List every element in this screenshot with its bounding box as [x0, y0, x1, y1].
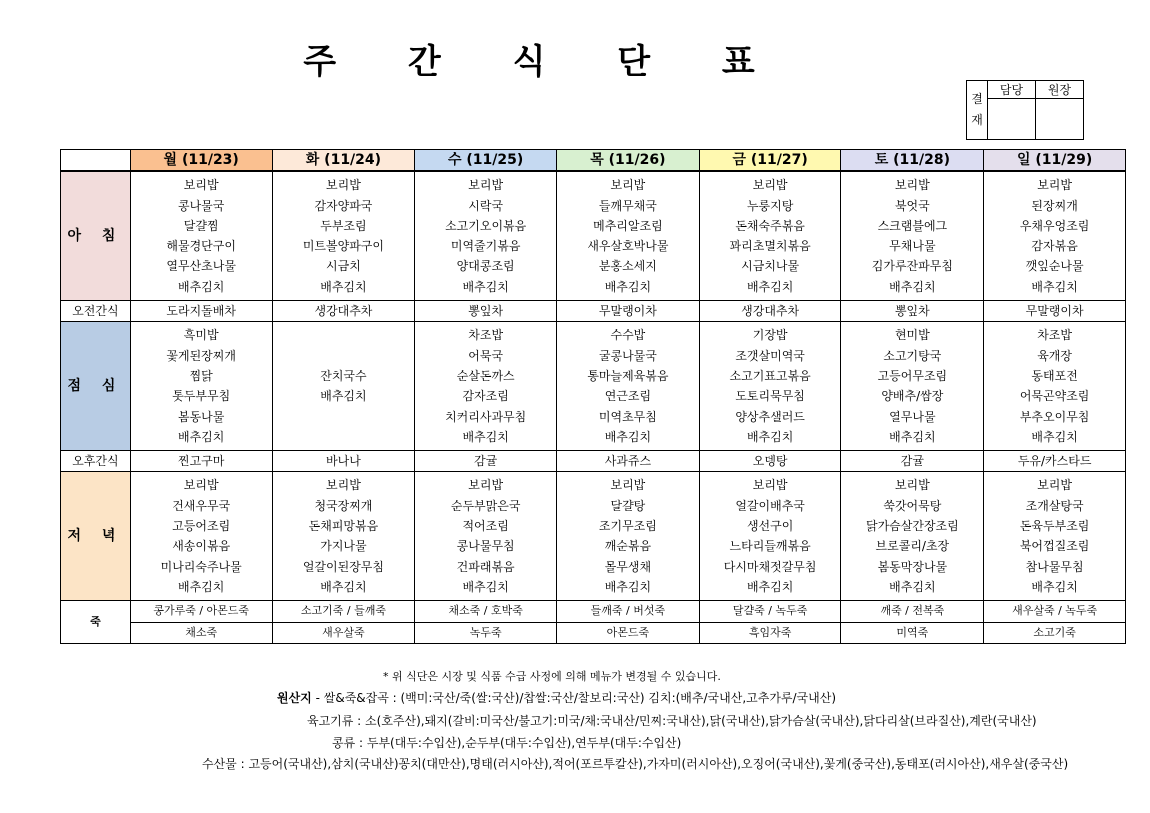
- breakfast-item: 새우살호박나물: [587, 239, 669, 254]
- dinner-label: 저 녁: [61, 472, 131, 601]
- breakfast-item: 김가루잔파무침: [871, 259, 953, 274]
- am-snack-cell: 생강대추차: [272, 301, 415, 322]
- breakfast-item: 시금치나물: [741, 259, 800, 274]
- am-snack-cell: 무말랭이차: [984, 301, 1126, 322]
- porridge-top-cell: 소고기죽 / 들깨죽: [272, 601, 415, 622]
- porridge-top-cell: 새우살죽 / 녹두죽: [984, 601, 1126, 622]
- breakfast-cell: [415, 171, 557, 300]
- dinner-item: 적어조림: [462, 519, 509, 534]
- origin-seafood-line: 수산물 : 고등어(국내산),삼치(국내산)꽁치(대만산),명태(러시아산),적어(포르투칼산),가자미(러시아산),오징어(국내산),꽃게(중국산),동태포(러시아산),새우살(중국산): [202, 757, 1069, 771]
- breakfast-item: 보리밥: [183, 178, 219, 193]
- dinner-item: 보리밥: [1037, 478, 1072, 493]
- origin-label: 원산지: [277, 691, 312, 705]
- dinner-item: 건새우무국: [172, 498, 231, 513]
- lunch-item: 양배추/쌈장: [881, 389, 944, 404]
- lunch-cell: [841, 322, 984, 451]
- lunch-item: 배추김치: [746, 429, 794, 444]
- breakfast-item: 보리밥: [468, 178, 504, 193]
- lunch-item: 순살돈까스: [456, 368, 515, 383]
- am-snack-row: [61, 301, 1126, 322]
- approval-col-staff: 담당: [988, 81, 1036, 99]
- lunch-row: [61, 322, 1126, 451]
- dinner-item: 참나물무침: [1025, 559, 1084, 574]
- breakfast-item: 누룽지탕: [746, 198, 794, 213]
- breakfast-cell: [272, 171, 415, 300]
- lunch-cell: [984, 322, 1126, 451]
- lunch-item: 굴콩나물국: [598, 348, 657, 363]
- porridge-row-bottom: [61, 622, 1126, 643]
- breakfast-item: 된장찌개: [1031, 198, 1078, 213]
- breakfast-item: 보리밥: [752, 178, 788, 193]
- lunch-item: 통마늘제육볶음: [587, 368, 669, 383]
- dinner-item: 보리밥: [326, 478, 361, 493]
- origin-rice-line: [277, 689, 836, 706]
- dinner-item: 보리밥: [894, 478, 930, 493]
- breakfast-cell: [130, 171, 272, 300]
- dinner-item: 얼갈이된장무침: [302, 559, 384, 574]
- breakfast-item: 배추김치: [604, 279, 652, 294]
- dinner-item: 닭가슴살간장조림: [865, 519, 959, 534]
- dinner-item: 건파래볶음: [456, 559, 515, 574]
- breakfast-item: 북엇국: [894, 198, 930, 213]
- breakfast-item: 무채나물: [889, 239, 936, 254]
- lunch-cell: [699, 322, 841, 451]
- origin-beans-line: 콩류 : 두부(대두:수입산),순두부(대두:수입산),연두부(대두:수입산): [332, 736, 682, 750]
- pm-snack-cell: 사과쥬스: [557, 451, 700, 472]
- page-title: 주 간 식 단 표: [303, 42, 785, 82]
- dinner-item: 깨순볶음: [604, 539, 652, 554]
- corner-cell: [61, 150, 131, 172]
- day-header: 화 (11/24): [272, 150, 415, 172]
- lunch-item: 흑미밥: [183, 328, 219, 343]
- dinner-item: 돈채피망볶음: [308, 519, 379, 534]
- am-snack-cell: 뽕잎차: [841, 301, 984, 322]
- dinner-item: 얼갈이배추국: [735, 498, 805, 513]
- lunch-item: 열무나물: [889, 409, 936, 424]
- lunch-item: 양상추샐러드: [735, 409, 805, 424]
- day-header: 토 (11/28): [841, 150, 984, 172]
- dinner-cell: [415, 472, 557, 601]
- lunch-item: 도토리묵무침: [735, 389, 805, 404]
- porridge-label: 죽: [61, 601, 131, 644]
- lunch-item: 꽃게된장찌개: [166, 348, 236, 363]
- breakfast-row: [61, 171, 1126, 300]
- porridge-bottom-cell: 미역죽: [841, 622, 984, 643]
- lunch-item: 현미밥: [894, 328, 930, 343]
- dinner-item: 순두부맑은국: [450, 498, 521, 513]
- day-header: 일 (11/29): [984, 150, 1126, 172]
- pm-snack-cell: 감귤: [415, 451, 557, 472]
- lunch-cell: [415, 322, 557, 451]
- lunch-item: 배추김치: [604, 429, 652, 444]
- dinner-cell: [130, 472, 272, 601]
- breakfast-item: 배추김치: [178, 279, 225, 294]
- breakfast-item: 해물경단구이: [166, 239, 236, 254]
- dinner-item: 배추김치: [889, 579, 936, 594]
- breakfast-item: 양대콩조림: [456, 259, 515, 274]
- porridge-bottom-cell: 흑임자죽: [699, 622, 841, 643]
- lunch-item: 톳두부무침: [172, 389, 231, 404]
- lunch-item: 고등어무조림: [877, 368, 948, 383]
- am-snack-cell: 생강대추차: [699, 301, 841, 322]
- dinner-item: 몰무생채: [604, 559, 652, 574]
- pm-snack-cell: 감귤: [841, 451, 984, 472]
- lunch-item: 동태포전: [1031, 368, 1078, 383]
- breakfast-item: 배추김치: [462, 279, 509, 294]
- dinner-item: 가지나물: [320, 539, 367, 554]
- lunch-item: 어묵곤약조림: [1019, 389, 1090, 404]
- approval-box: [966, 80, 1084, 140]
- am-snack-cell: 뽕잎차: [415, 301, 557, 322]
- breakfast-item: 스크램블에그: [877, 218, 948, 233]
- dinner-item: 생선구이: [746, 519, 794, 534]
- breakfast-cell: [557, 171, 700, 300]
- dinner-cell: [699, 472, 841, 601]
- lunch-item: 찜닭: [189, 368, 213, 383]
- lunch-item: 잔치국수: [320, 368, 367, 383]
- breakfast-item: 보리밥: [326, 178, 361, 193]
- breakfast-item: 꽈리초멸치볶음: [729, 239, 811, 254]
- dinner-item: 청국장찌개: [314, 498, 373, 513]
- dinner-item: 콩나물무침: [456, 539, 515, 554]
- breakfast-item: 감자양파국: [314, 198, 373, 213]
- lunch-item: 어묵국: [468, 348, 504, 363]
- dinner-item: 배추김치: [178, 579, 225, 594]
- lunch-cell: [130, 322, 272, 451]
- dinner-item: 보리밥: [610, 478, 646, 493]
- am-snack-label: 오전간식: [61, 301, 131, 322]
- lunch-item: 배추김치: [178, 429, 225, 444]
- approval-sign-staff: [988, 99, 1036, 140]
- porridge-bottom-cell: 채소죽: [130, 622, 272, 643]
- day-header: 목 (11/26): [557, 150, 700, 172]
- lunch-item: 육개장: [1037, 348, 1072, 363]
- dinner-item: 배추김치: [462, 579, 509, 594]
- origin-rice-text: - 쌀&죽&잡곡 : (백미:국산/죽(쌀:국산)/찹쌀:국산/찰보리:국산) 김치:(배추/국내산,고추가루/국내산): [311, 691, 836, 705]
- lunch-item: 배추김치: [462, 429, 509, 444]
- breakfast-item: 두부조림: [320, 218, 367, 233]
- dinner-item: 북어껍질조림: [1019, 539, 1090, 554]
- dinner-item: 보리밥: [468, 478, 504, 493]
- breakfast-item: 보리밥: [1037, 178, 1072, 193]
- pm-snack-cell: 오뎅탕: [699, 451, 841, 472]
- pm-snack-label: 오후간식: [61, 451, 131, 472]
- breakfast-item: 시금치: [326, 259, 361, 274]
- weekly-menu-table: [60, 149, 1126, 644]
- porridge-top-cell: 깨죽 / 전복죽: [841, 601, 984, 622]
- dinner-item: 배추김치: [320, 579, 367, 594]
- lunch-item: 연근조림: [604, 389, 652, 404]
- dinner-item: 달걀탕: [610, 498, 646, 513]
- lunch-item: 감자조림: [462, 389, 509, 404]
- lunch-item: 조갯살미역국: [735, 348, 805, 363]
- porridge-bottom-cell: 녹두죽: [415, 622, 557, 643]
- porridge-top-cell: 들깨죽 / 버섯죽: [557, 601, 700, 622]
- breakfast-item: 분홍소세지: [598, 259, 657, 274]
- approval-col-director: 원장: [1036, 81, 1084, 99]
- lunch-item: 수수밥: [610, 328, 646, 343]
- approval-label: 결 재: [967, 81, 988, 140]
- dinner-item: 보리밥: [752, 478, 788, 493]
- dinner-item: 다시마채젓갈무침: [723, 559, 817, 574]
- approval-sign-director: [1036, 99, 1084, 140]
- notice-text: * 위 식단은 시장 및 식품 수급 사정에 의해 메뉴가 변경될 수 있습니다.: [383, 670, 721, 683]
- breakfast-item: 달걀찜: [183, 218, 219, 233]
- lunch-item: [273, 407, 415, 427]
- dinner-item: 조개살탕국: [1025, 498, 1084, 513]
- breakfast-item: 돈채숙주볶음: [735, 218, 805, 233]
- lunch-item: 소고기탕국: [883, 348, 942, 363]
- breakfast-cell: [841, 171, 984, 300]
- am-snack-cell: 도라지돌배차: [130, 301, 272, 322]
- pm-snack-cell: 바나나: [272, 451, 415, 472]
- breakfast-item: 깻잎순나물: [1025, 259, 1084, 274]
- dinner-cell: [272, 472, 415, 601]
- breakfast-item: 소고기오이볶음: [445, 218, 527, 233]
- dinner-item: 보리밥: [183, 478, 219, 493]
- porridge-bottom-cell: 새우살죽: [272, 622, 415, 643]
- porridge-bottom-cell: 아몬드죽: [557, 622, 700, 643]
- breakfast-item: 들깨무채국: [598, 198, 657, 213]
- breakfast-label: 아 침: [61, 171, 131, 300]
- lunch-item: 차조밥: [1037, 328, 1072, 343]
- dinner-item: 배추김치: [604, 579, 652, 594]
- breakfast-item: 배추김치: [746, 279, 794, 294]
- breakfast-item: 배추김치: [1031, 279, 1078, 294]
- lunch-item: 치커리사과무침: [445, 409, 527, 424]
- dinner-item: 배추김치: [746, 579, 794, 594]
- breakfast-item: 시락국: [468, 198, 504, 213]
- lunch-item: [273, 427, 415, 447]
- dinner-item: 새송이볶음: [172, 539, 231, 554]
- porridge-top-cell: 콩가루죽 / 아몬드죽: [130, 601, 272, 622]
- porridge-row-top: [61, 601, 1126, 622]
- lunch-item: 부추오이무침: [1019, 409, 1090, 424]
- breakfast-cell: [699, 171, 841, 300]
- breakfast-item: 콩나물국: [178, 198, 225, 213]
- lunch-item: 차조밥: [468, 328, 504, 343]
- lunch-item: 배추김치: [1031, 429, 1078, 444]
- dinner-item: 고등어조림: [172, 519, 231, 534]
- day-header: 수 (11/25): [415, 150, 557, 172]
- breakfast-item: 배추김치: [889, 279, 936, 294]
- lunch-item: [273, 325, 415, 345]
- breakfast-item: 보리밥: [894, 178, 930, 193]
- breakfast-item: 우채우엉조림: [1019, 218, 1090, 233]
- lunch-item: 배추김치: [320, 389, 367, 404]
- dinner-row: [61, 472, 1126, 601]
- pm-snack-cell: 찐고구마: [130, 451, 272, 472]
- dinner-item: 조기무조림: [598, 519, 657, 534]
- porridge-top-cell: 채소죽 / 호박죽: [415, 601, 557, 622]
- dinner-cell: [841, 472, 984, 601]
- lunch-item: 배추김치: [889, 429, 936, 444]
- lunch-item: [273, 346, 415, 366]
- am-snack-cell: 무말랭이차: [557, 301, 700, 322]
- dinner-item: 쑥갓어묵탕: [883, 498, 942, 513]
- breakfast-item: 보리밥: [610, 178, 646, 193]
- breakfast-item: 메추리알조림: [593, 218, 663, 233]
- dinner-item: 배추김치: [1031, 579, 1078, 594]
- dinner-item: 봄동막장나물: [877, 559, 948, 574]
- lunch-cell: [557, 322, 700, 451]
- breakfast-cell: [984, 171, 1126, 300]
- lunch-item: 미역초무침: [598, 409, 657, 424]
- day-header-row: [61, 150, 1126, 172]
- porridge-bottom-cell: 소고기죽: [984, 622, 1126, 643]
- dinner-cell: [557, 472, 700, 601]
- dinner-cell: [984, 472, 1126, 601]
- lunch-item: 기장밥: [752, 328, 788, 343]
- day-header: 월 (11/23): [130, 150, 272, 172]
- breakfast-item: 감자볶음: [1031, 239, 1078, 254]
- origin-meat-line: 육고기류 : 소(호주산),돼지(갈비:미국산/불고기:미국/채:국내산/민찌:국내산),닭(국내산),닭가슴살(국내산),닭다리살(브라질산),계란(국내산): [307, 714, 1037, 728]
- lunch-item: 소고기표고볶음: [729, 368, 811, 383]
- lunch-item: 봄동나물: [178, 409, 225, 424]
- dinner-item: 느타리들깨볶음: [729, 539, 811, 554]
- breakfast-item: 배추김치: [320, 279, 367, 294]
- dinner-item: 브로콜리/초장: [875, 539, 950, 554]
- dinner-item: 돈육두부조림: [1019, 519, 1090, 534]
- breakfast-item: 미트볼양파구이: [302, 239, 384, 254]
- lunch-label: 점 심: [61, 322, 131, 451]
- pm-snack-cell: 두유/카스타드: [984, 451, 1126, 472]
- day-header: 금 (11/27): [699, 150, 841, 172]
- dinner-item: 미나리숙주나물: [160, 559, 242, 574]
- breakfast-item: 열무산초나물: [166, 259, 236, 274]
- lunch-cell: [272, 322, 415, 451]
- pm-snack-row: [61, 451, 1126, 472]
- porridge-top-cell: 달걀죽 / 녹두죽: [699, 601, 841, 622]
- breakfast-item: 미역줄기볶음: [450, 239, 521, 254]
